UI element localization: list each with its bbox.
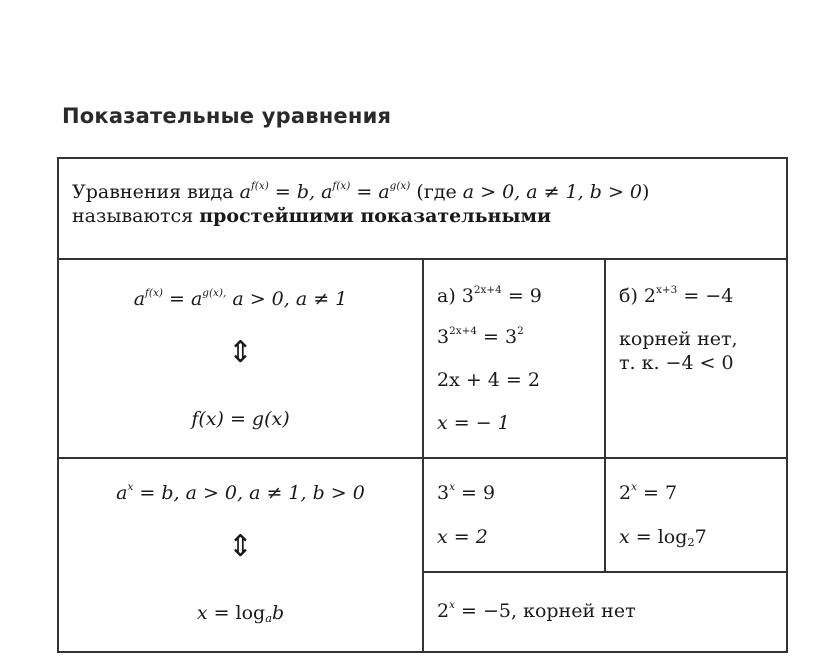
math-text: 7 [694, 526, 707, 548]
intro-text [72, 181, 649, 229]
example-b-line1 [619, 285, 733, 309]
math-base: 3 [461, 285, 474, 307]
math-exp: f(x) [332, 180, 351, 193]
math-exp: f(x) [250, 180, 269, 193]
math-exp: g(x), [202, 287, 227, 300]
example-c-line1 [437, 482, 495, 506]
math-exp: x [631, 481, 637, 494]
intro-line1 [72, 181, 649, 203]
rule2-result [59, 602, 422, 626]
rule2-formula [59, 482, 422, 506]
math-exp: x [449, 599, 455, 612]
rule2-cond: = b, a > 0, a ≠ 1, b > 0 [133, 482, 365, 504]
example-c-line2: x = 2 [437, 526, 488, 548]
example-b-note [619, 328, 738, 376]
math-var: x [196, 602, 208, 624]
math-text: = [350, 181, 379, 203]
example-e-note: корней нет [523, 600, 636, 622]
math-text: = −5, [454, 600, 524, 622]
math-sub: 2 [687, 534, 695, 549]
example-d-line2 [619, 526, 707, 550]
math-text: = −4 [677, 285, 734, 307]
math-exp: f(x) [145, 287, 163, 300]
page-title: Показательные уравнения [62, 104, 392, 128]
math-var: x [619, 526, 630, 548]
math-text: = 3 [477, 326, 518, 348]
rule1-result: f(x) = g(x) [191, 408, 290, 430]
math-exp: 2x+4 [473, 284, 502, 297]
math-var: a [190, 288, 203, 310]
math-base: 2 [619, 482, 632, 504]
math-exp: x [127, 481, 134, 494]
math-text: = 9 [454, 482, 496, 504]
note-line1: корней нет, [619, 328, 738, 350]
double-arrow-icon: ⇕ [227, 529, 254, 564]
example-a-line4: x = − 1 [437, 412, 510, 434]
math-text: = 7 [636, 482, 678, 504]
math-var: a [378, 181, 390, 203]
math-text: = 9 [501, 285, 542, 307]
math-text: = log [629, 526, 688, 548]
table-divider [604, 258, 606, 573]
math-sub: a [265, 610, 273, 625]
example-label: а) [437, 285, 462, 307]
intro-line2 [72, 205, 551, 227]
math-var: a [321, 181, 333, 203]
math-base: 3 [437, 326, 450, 348]
cond-end: ) [642, 181, 650, 203]
math-var: a [239, 181, 251, 203]
math-exp: g(x) [389, 180, 411, 193]
intro-prefix: Уравнения вида [72, 181, 240, 203]
double-arrow-icon: ⇕ [227, 335, 254, 370]
math-base: 2 [643, 285, 656, 307]
example-d-line1 [619, 482, 677, 506]
example-label: б) [619, 285, 644, 307]
math-text: = b, [268, 181, 322, 203]
example-e [437, 600, 636, 624]
math-var: a [133, 288, 146, 310]
math-exp: x [449, 481, 455, 494]
math-base: 2 [437, 600, 450, 622]
example-a-line1 [437, 285, 542, 309]
math-exp: x+3 [656, 284, 678, 297]
table-divider [422, 258, 424, 653]
math-exp: 2 [517, 325, 524, 338]
rule1-cond: a > 0, a ≠ 1 [226, 288, 348, 310]
cond-math: a > 0, a ≠ 1, b > 0 [462, 181, 643, 203]
cond-text: (где [410, 181, 463, 203]
math-var: b [272, 602, 285, 624]
intro-line2-prefix: называются [72, 204, 200, 227]
note-line2: т. к. −4 < 0 [619, 351, 734, 374]
math-var: a [116, 482, 128, 504]
example-a-line2 [437, 326, 524, 350]
rule1-formula: $a^{f(x)} = a^{g(x),}$ a > 0, a ≠ 1 [133, 287, 348, 310]
math-base: 3 [437, 482, 450, 504]
example-a-line3: 2x + 4 = 2 [437, 369, 540, 391]
math-text: = log [207, 602, 266, 624]
intro-bold-term: простейшими показательными [199, 204, 552, 227]
math-exp: 2x+4 [449, 325, 478, 338]
